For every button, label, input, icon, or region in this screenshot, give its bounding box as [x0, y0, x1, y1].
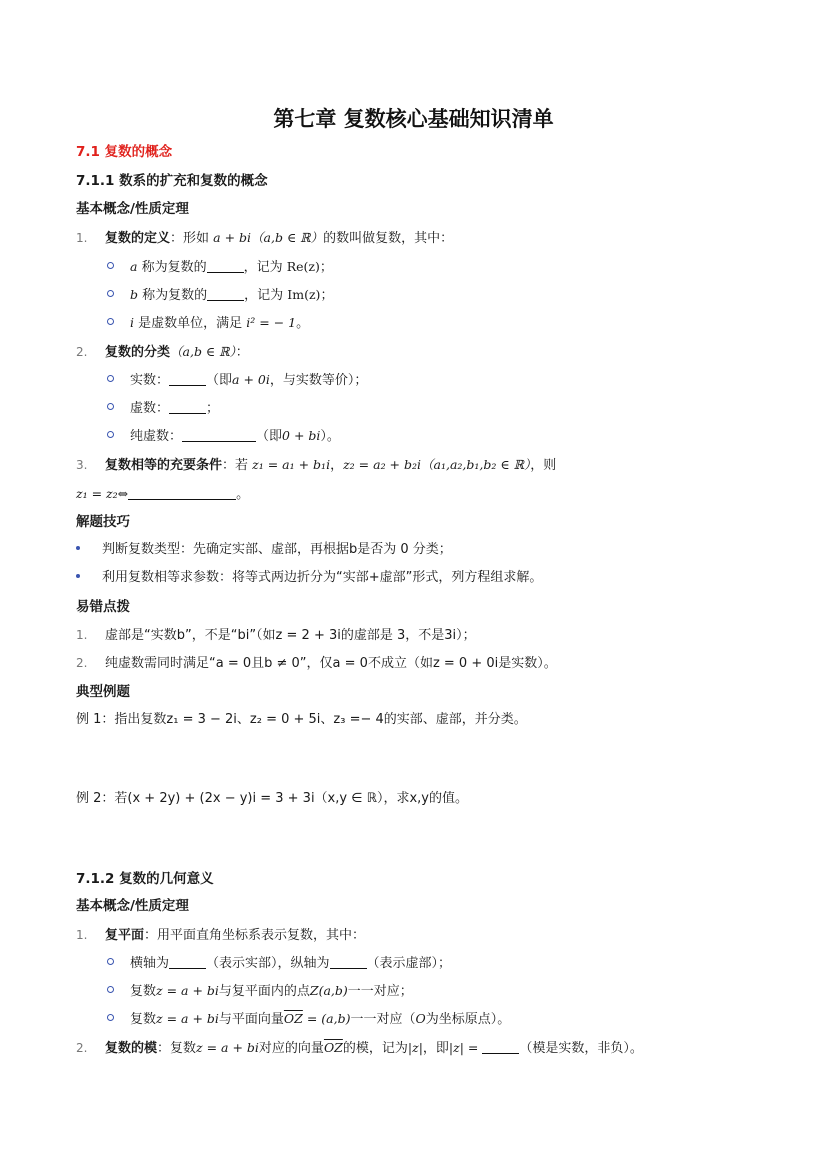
math-var: i — [130, 315, 134, 330]
fill-blank[interactable] — [128, 485, 236, 500]
text: 横轴为 — [130, 956, 170, 971]
math-expression: a + bi — [213, 230, 252, 245]
math-expression: = (a,b) — [302, 1011, 351, 1026]
definition-item — [76, 229, 453, 248]
text: ，与实数等价）； — [269, 373, 368, 388]
tip-text: 利用复数相等求参数：将等式两边折分为“实部+虚部”形式，列方程组求解。 — [102, 570, 543, 585]
math-expression: z = a + bi — [156, 983, 219, 998]
circle-bullet-icon — [107, 375, 114, 382]
sub-item — [107, 258, 333, 277]
text: 的模，记为 — [342, 1041, 408, 1056]
errors-heading: 易错点拨 — [76, 599, 130, 615]
math-expression: z₂ = a₂ + b₂i — [343, 457, 422, 472]
subsection-heading-7-1-2: 7.1.2 复数的几何意义 — [76, 871, 214, 887]
list-number: 1. — [76, 231, 88, 245]
text: ，则 — [530, 458, 557, 473]
sub-item — [107, 982, 413, 1001]
page-title: 第七章 复数核心基础知识清单 — [273, 106, 554, 131]
text: ，记为 — [244, 288, 288, 303]
circle-bullet-icon — [107, 431, 114, 438]
sub-item — [107, 371, 367, 390]
tip-item — [76, 569, 542, 587]
math-var: b — [130, 287, 139, 302]
text: 复数 — [130, 1012, 157, 1027]
text: （表示实部），纵轴为 — [206, 956, 330, 971]
fill-blank[interactable] — [207, 286, 244, 301]
error-text: 虚部是“实数b”，不是“bi”（如z = 2 + 3i的虚部是 3，不是3i）； — [105, 628, 476, 643]
circle-bullet-icon — [107, 986, 114, 993]
sub-item — [107, 1010, 510, 1029]
item-label: 复数的定义 — [105, 231, 171, 246]
text: 与平面向量 — [218, 1012, 284, 1027]
text: 一一对应（ — [350, 1012, 416, 1027]
math-expression: Re(z) — [286, 259, 320, 274]
text: （模是实数，非负）。 — [519, 1041, 643, 1056]
sub-item — [107, 286, 333, 305]
classification-item — [76, 343, 249, 362]
circle-bullet-icon — [107, 290, 114, 297]
list-number: 1. — [76, 928, 88, 942]
circle-bullet-icon — [107, 262, 114, 269]
text: ； — [319, 260, 333, 275]
text: ）。 — [320, 429, 340, 444]
math-expression: Z(a,b) — [309, 983, 348, 998]
fill-blank[interactable] — [169, 371, 206, 386]
math-expression: z = a + bi — [196, 1040, 259, 1055]
text: 称为复数的 — [137, 260, 207, 275]
item-label: 复数的分类 — [105, 345, 171, 360]
list-number: 3. — [76, 458, 88, 472]
math-condition: （a₁,a₂,b₁,b₂ ∈ ℝ） — [421, 457, 531, 472]
text: （即 — [256, 429, 283, 444]
text: ； — [320, 288, 334, 303]
math-expression: |z| = — [448, 1040, 483, 1055]
text: 一一对应； — [347, 984, 413, 999]
error-item — [76, 654, 557, 673]
text: 。 — [296, 316, 310, 331]
text: ：若 — [222, 458, 253, 473]
text: 是虚数单位，满足 — [134, 316, 247, 331]
circle-bullet-icon — [107, 318, 114, 325]
tip-text: 判断复数类型：先确定实部、虚部，再根据b是否为 0 分类； — [102, 542, 452, 557]
list-number: 2. — [76, 656, 88, 670]
math-expression: z₁ = z₂⇔ — [76, 486, 129, 501]
circle-bullet-icon — [107, 1014, 114, 1021]
bullet-icon — [76, 574, 80, 578]
tip-item — [76, 541, 452, 559]
math-expression: z = a + bi — [156, 1011, 219, 1026]
text: 实数： — [130, 373, 170, 388]
examples-heading: 典型例题 — [76, 684, 130, 700]
text: （表示虚部）； — [366, 956, 452, 971]
sub-item — [107, 427, 340, 446]
tips-heading: 解题技巧 — [76, 514, 130, 530]
math-expression: z₁ = a₁ + b₁i — [252, 457, 331, 472]
item-label: 复平面 — [105, 928, 145, 943]
sub-item — [107, 399, 219, 418]
math-expression: |z| — [407, 1040, 423, 1055]
list-number: 2. — [76, 1041, 88, 1055]
math-expression: i² = − 1 — [246, 315, 297, 330]
section-heading-7-1: 7.1 复数的概念 — [76, 144, 173, 160]
modulus-item — [76, 1039, 643, 1058]
text: ， — [330, 458, 344, 473]
equality-item — [76, 456, 556, 475]
math-var: a — [130, 259, 138, 274]
circle-bullet-icon — [107, 403, 114, 410]
list-number: 2. — [76, 345, 88, 359]
text: 复数 — [130, 984, 157, 999]
fill-blank[interactable] — [169, 399, 206, 414]
fill-blank[interactable] — [182, 427, 256, 442]
complex-plane-item — [76, 926, 365, 945]
item-text: ：用平面直角坐标系表示复数，其中： — [144, 928, 366, 943]
basic-concepts-heading-2: 基本概念/性质定理 — [76, 898, 189, 914]
fill-blank[interactable] — [482, 1039, 519, 1054]
text: （即 — [206, 373, 233, 388]
text: 与复平面内的点 — [218, 984, 310, 999]
item-label: 复数相等的充要条件 — [105, 458, 223, 473]
fill-blank[interactable] — [207, 258, 244, 273]
text: ，记为 — [243, 260, 287, 275]
math-condition: （a,b ∈ ℝ） — [251, 230, 324, 245]
text: 称为复数的 — [138, 288, 208, 303]
vector-oz: $\overline{OZ}$ — [323, 1040, 343, 1055]
bullet-icon — [76, 546, 80, 550]
text: ； — [206, 401, 220, 416]
sub-item — [107, 954, 451, 973]
item-label: 复数的模 — [105, 1041, 158, 1056]
error-text: 纯虚数需同时满足“a = 0且b ≠ 0”，仅a = 0不成立（如z = 0 + 0i是实数）。 — [105, 656, 557, 671]
example-2: 例 2：若(x + 2y) + (2x − y)i = 3 + 3i（x,y ∈ ℝ），求x,y的值。 — [76, 791, 468, 806]
fill-blank[interactable] — [169, 954, 206, 969]
item-text: ：形如 — [170, 231, 210, 246]
basic-concepts-heading: 基本概念/性质定理 — [76, 201, 189, 217]
example-1: 例 1：指出复数z₁ = 3 − 2i、z₂ = 0 + 5i、z₃ =− 4的实部、虚部，并分类。 — [76, 712, 527, 727]
text: 。 — [236, 487, 250, 502]
fill-blank[interactable] — [330, 954, 367, 969]
math-expression: 0 + bi — [282, 428, 321, 443]
text: 虚数： — [130, 401, 170, 416]
math-var: O — [415, 1011, 426, 1026]
math-expression: a + 0i — [232, 372, 270, 387]
subsection-heading-7-1-1: 7.1.1 数系的扩充和复数的概念 — [76, 173, 268, 189]
text: 对应的向量 — [258, 1041, 324, 1056]
list-number: 1. — [76, 628, 88, 642]
equality-line-2 — [76, 485, 249, 504]
text: 为坐标原点）。 — [425, 1012, 511, 1027]
vector-oz: $\overline{OZ}$ — [283, 1011, 303, 1026]
text: 纯虚数： — [130, 429, 183, 444]
sub-item — [107, 314, 309, 333]
item-text: ： — [235, 345, 249, 360]
text: ：复数 — [157, 1041, 197, 1056]
error-item — [76, 626, 476, 645]
item-text: 的数叫做复数，其中： — [323, 231, 454, 246]
text: ，即 — [422, 1041, 449, 1056]
circle-bullet-icon — [107, 958, 114, 965]
math-condition: （a,b ∈ ℝ） — [170, 344, 236, 359]
math-expression: Im(z) — [287, 287, 321, 302]
